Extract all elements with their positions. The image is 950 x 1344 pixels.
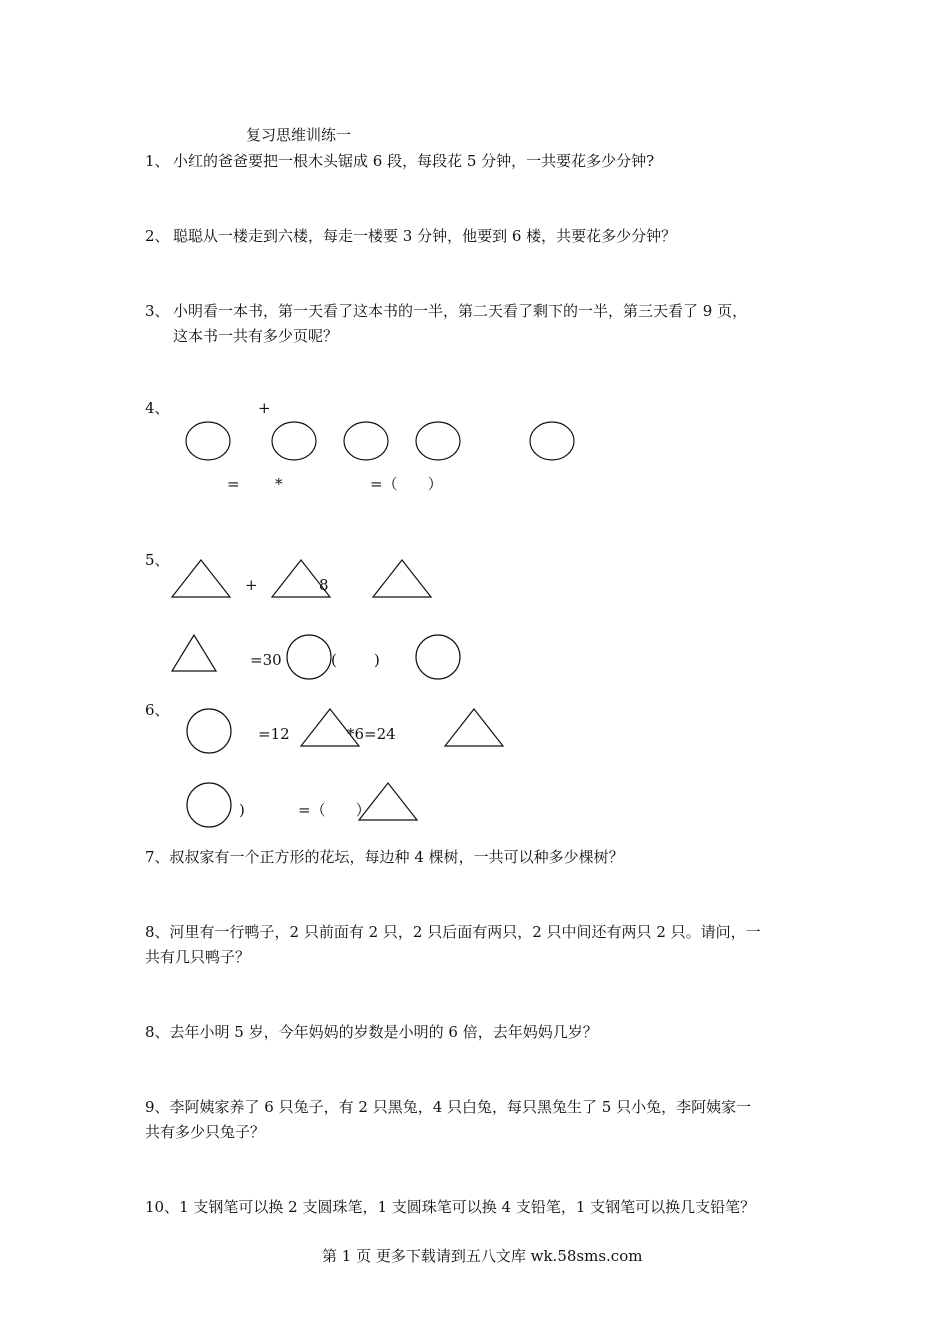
question-1-number: 1、: [145, 152, 170, 170]
circle-shape: [186, 782, 232, 828]
triangle-shape: [171, 559, 231, 599]
question-2-text: 聪聪从一楼走到六楼，每走一楼要 3 分钟，他要到 6 楼，共要花多少分钟？: [173, 227, 677, 245]
triangle-shape: [358, 782, 418, 822]
question-8a-line-1: 8、河里有一行鸭子，2 只前面有 2 只，2 只后面有两只，2 只中间还有两只 2 只。请问，一: [145, 923, 761, 941]
circle-shape: [529, 421, 575, 461]
question-5-plus: +: [245, 576, 258, 594]
question-3-line-2: 这本书一共有多少页呢？: [173, 327, 339, 345]
question-6-number: 6、: [145, 701, 170, 719]
question-6-times-6: *6=24: [347, 725, 396, 743]
triangle-shape: [444, 708, 504, 748]
question-5-paren-close: ): [374, 651, 380, 669]
triangle-shape: [271, 559, 331, 599]
question-8b-text: 8、去年小明 5 岁，今年妈妈的岁数是小明的 6 倍，去年妈妈几岁？: [145, 1023, 598, 1041]
question-2-number: 2、: [145, 227, 170, 245]
page-footer: 第 1 页 更多下载请到五八文库 wk.58sms.com: [322, 1247, 643, 1265]
circle-shape: [415, 421, 461, 461]
question-6-paren-close: ): [239, 801, 245, 819]
question-4-number: 4、: [145, 399, 170, 417]
triangle-shape: [171, 634, 217, 673]
question-1-text: 小红的爸爸要把一根木头锯成 6 段，每段花 5 分钟，一共要花多少分钟?: [173, 152, 655, 170]
question-8a-line-2: 共有几只鸭子？: [145, 948, 251, 966]
circle-shape: [185, 421, 231, 461]
question-5-paren-open: (: [331, 651, 337, 669]
question-4-answer: =（ ）: [370, 475, 443, 493]
circle-shape: [271, 421, 317, 461]
circle-shape: [186, 708, 232, 754]
question-10-text: 10、1 支钢笔可以换 2 支圆珠笔，1 支圆珠笔可以换 4 支铅笔，1 支钢笔可以换几支铅笔？: [145, 1198, 756, 1216]
circle-shape: [415, 634, 461, 680]
question-9-line-1: 9、李阿姨家养了 6 只兔子，有 2 只黑兔，4 只白兔，每只黑兔生了 5 只小兔，李阿姨家一: [145, 1098, 752, 1116]
question-3-line-1: 小明看一本书，第一天看了这本书的一半，第二天看了剩下的一半，第三天看了 9 页，: [173, 302, 748, 320]
question-4-multiply: *: [275, 475, 283, 493]
question-9-line-2: 共有多少只兔子？: [145, 1123, 266, 1141]
question-3-number: 3、: [145, 302, 170, 320]
question-4-plus: +: [258, 399, 271, 417]
question-5-eight: 8: [319, 576, 329, 594]
circle-shape: [343, 421, 389, 461]
question-7-text: 7、叔叔家有一个正方形的花坛，每边种 4 棵树，一共可以种多少棵树？: [145, 848, 624, 866]
question-4-equals: =: [227, 475, 240, 493]
triangle-shape: [372, 559, 432, 599]
question-6-answer: =（ ）: [298, 801, 371, 819]
question-5-equals-30: =30: [250, 651, 282, 669]
circle-shape: [286, 634, 332, 680]
question-6-equals-12: =12: [258, 725, 290, 743]
page-title: 复习思维训练一: [246, 126, 352, 144]
question-5-number: 5、: [145, 551, 170, 569]
